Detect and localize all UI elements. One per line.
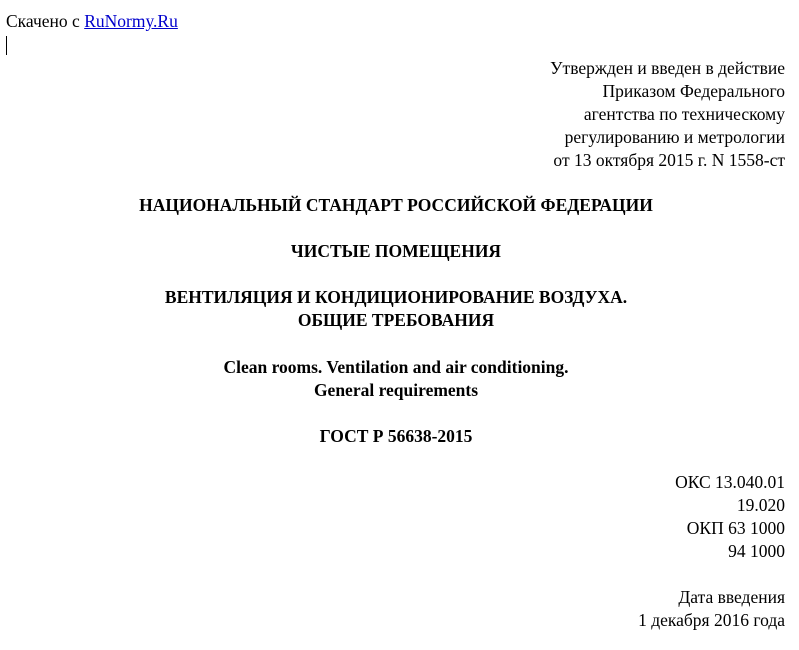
intro-line: 1 декабря 2016 года — [638, 610, 785, 630]
english-title — [0, 356, 792, 402]
approval-line: Приказом Федерального — [602, 81, 785, 101]
intro-line: Дата введения — [678, 587, 785, 607]
source-line — [6, 10, 178, 33]
code-line: ОКП 63 1000 — [686, 518, 785, 538]
approval-line: регулированию и метрологии — [564, 127, 785, 147]
code-line: ОКС 13.040.01 — [675, 472, 785, 492]
approval-line: Утвержден и введен в действие — [550, 58, 785, 78]
english-title-line: General requirements — [313, 380, 479, 400]
source-link[interactable]: RuNormy.Ru — [84, 11, 178, 31]
subtitle-line: ВЕНТИЛЯЦИЯ И КОНДИЦИОНИРОВАНИЕ ВОЗДУХА. — [164, 287, 628, 307]
standard-number: ГОСТ Р 56638-2015 — [319, 426, 473, 446]
approval-block — [550, 57, 785, 172]
approval-line: от 13 октября 2015 г. N 1558-ст — [553, 150, 785, 170]
document-subtitle: ЧИСТЫЕ ПОМЕЩЕНИЯ — [290, 241, 502, 261]
classification-codes — [675, 471, 785, 563]
introduction-date — [638, 586, 785, 632]
english-title-line: Clean rooms. Ventilation and air conditioning. — [223, 357, 569, 377]
code-line: 19.020 — [736, 495, 785, 515]
code-line: 94 1000 — [728, 541, 785, 561]
approval-line: агентства по техническому — [583, 104, 785, 124]
subtitle-line: ОБЩИЕ ТРЕБОВАНИЯ — [297, 310, 495, 330]
text-cursor — [6, 36, 7, 55]
document-subtitle-detail — [0, 286, 792, 332]
document-title: НАЦИОНАЛЬНЫЙ СТАНДАРТ РОССИЙСКОЙ ФЕДЕРАЦИИ — [139, 195, 653, 215]
source-prefix: Скачено с — [6, 11, 85, 31]
